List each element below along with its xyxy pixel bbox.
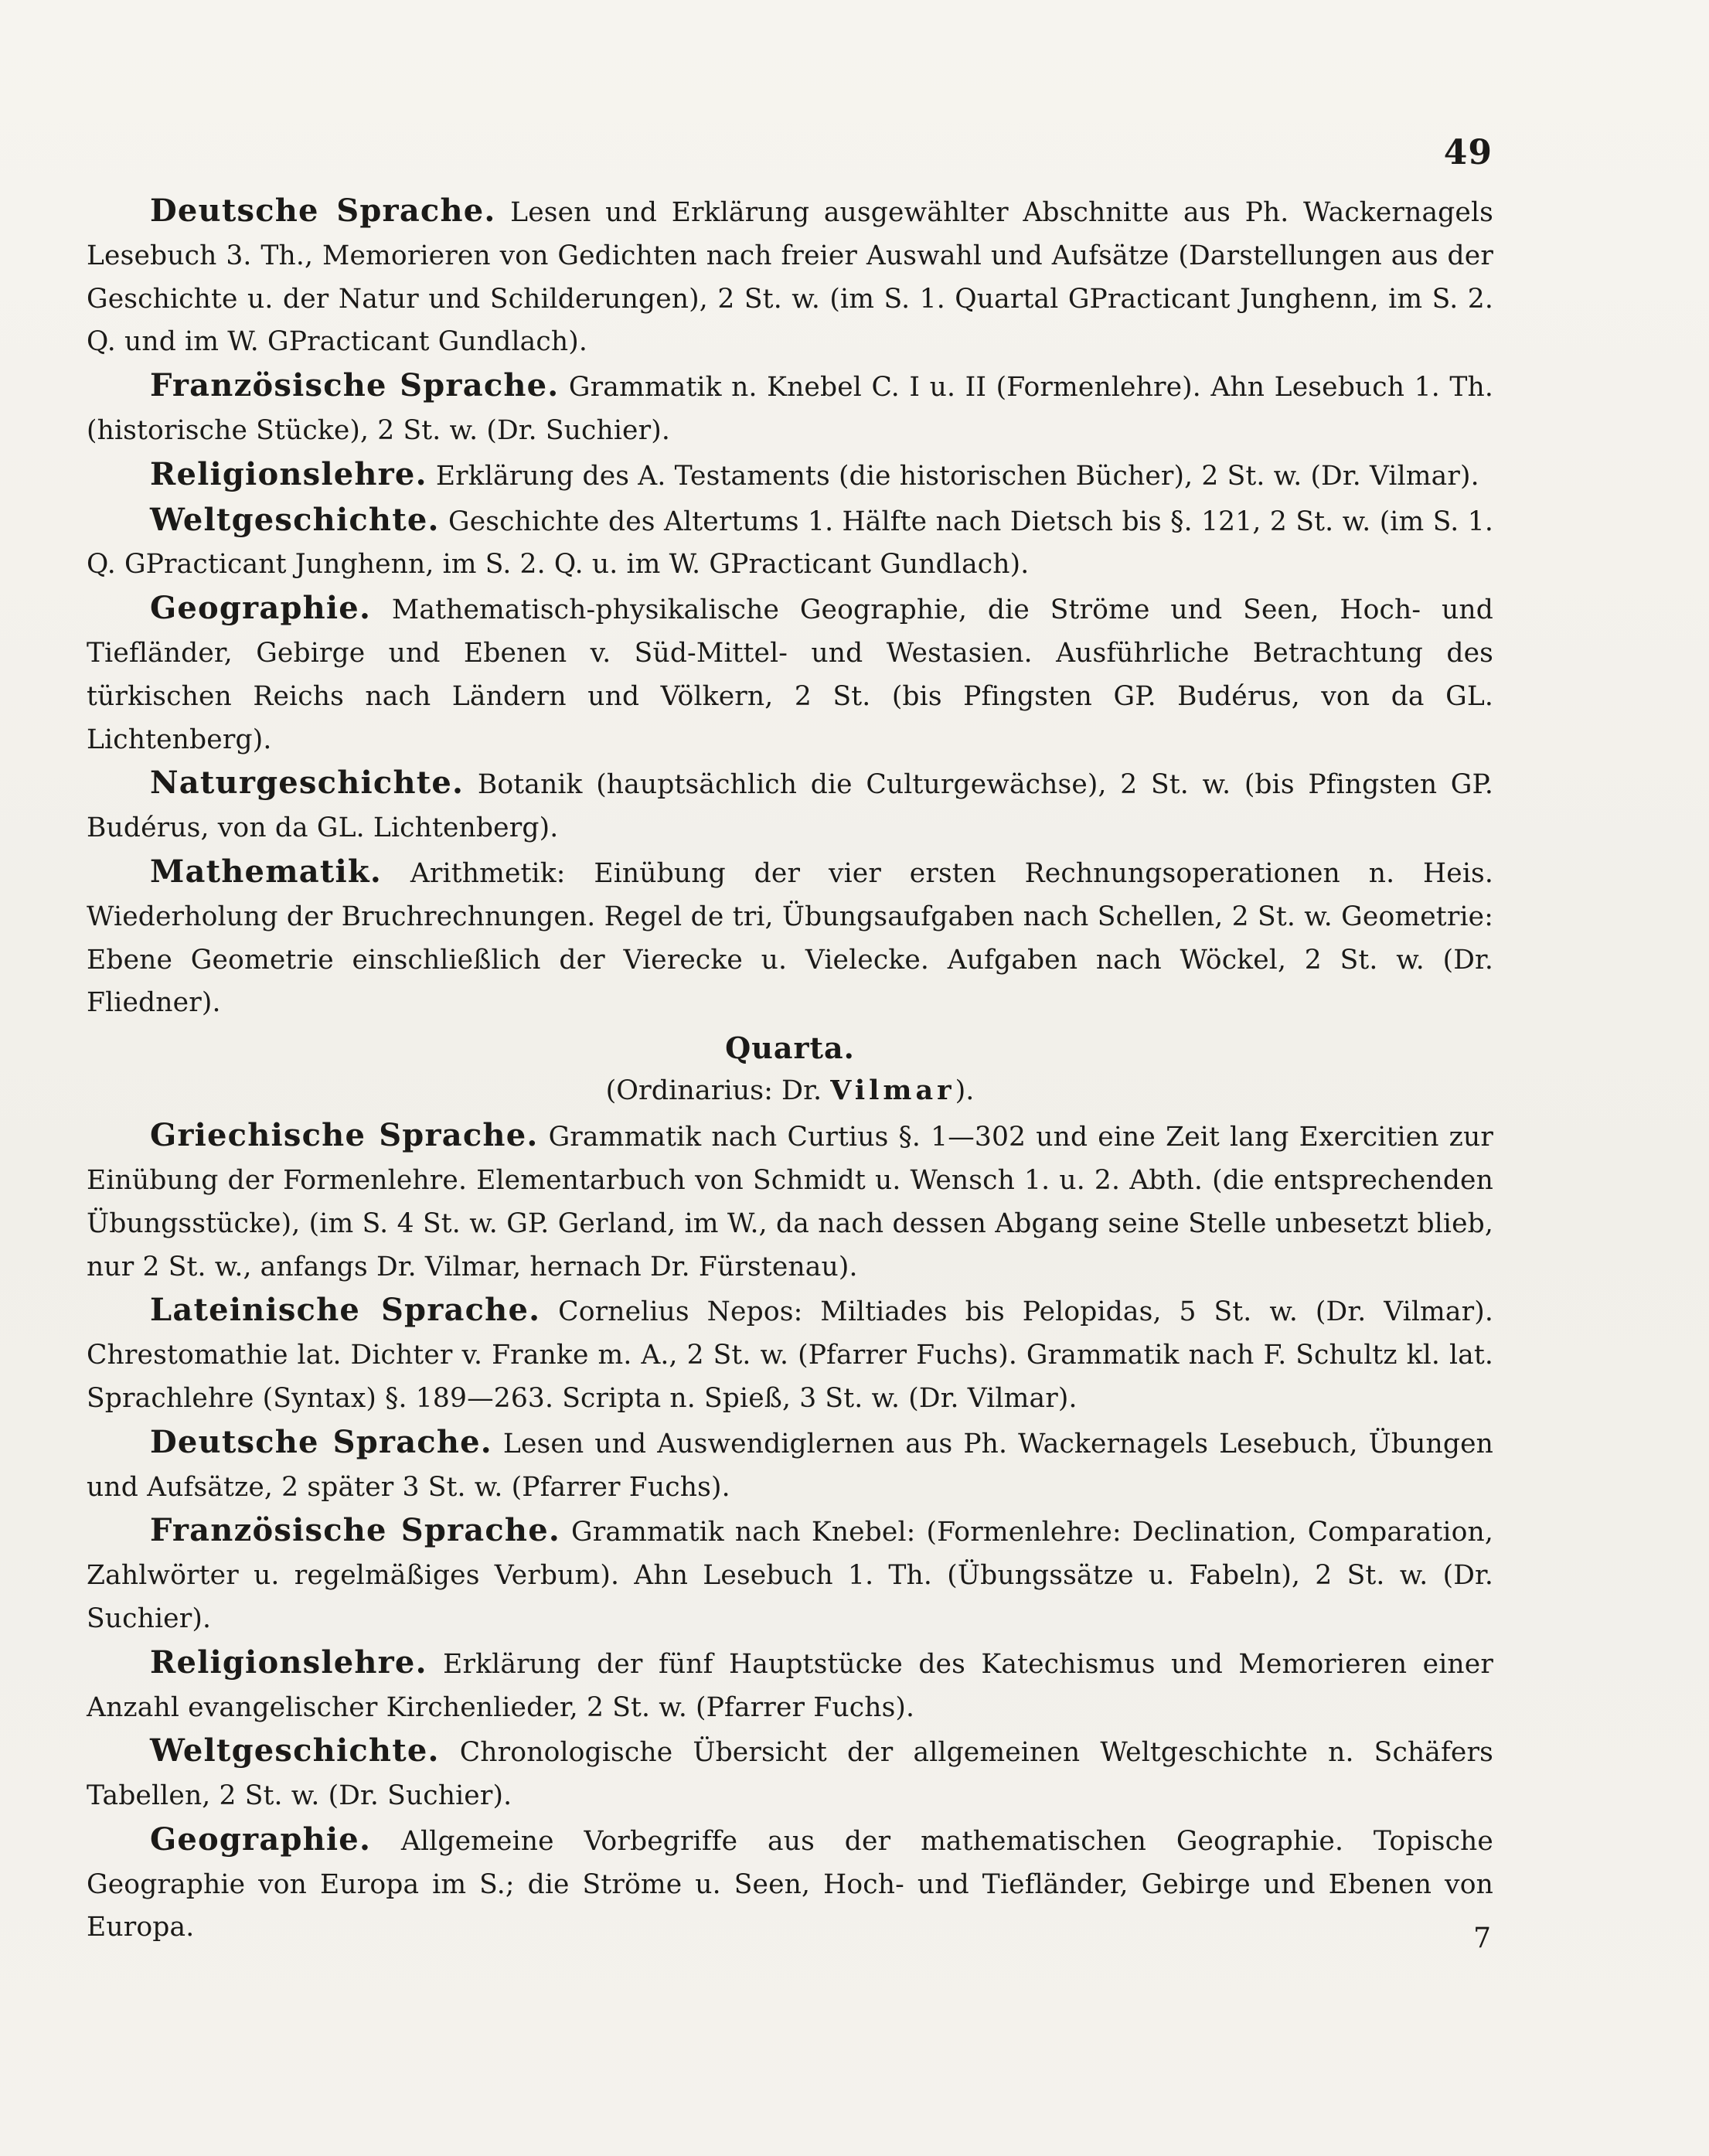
paragraph-religionslehre-bottom: [87, 1641, 1493, 1730]
section-title: Quarta.: [725, 1030, 855, 1066]
paragraph-franzoesische-sprache-top: [87, 364, 1493, 453]
section-subtitle-suffix: ).: [955, 1075, 975, 1107]
paragraph-text: Grammatik n. Knebel C. I u. II (Formenlehre). Ahn Lesebuch 1. Th. (historische Stücke), 2 St. w. (Dr. Suchier).: [87, 372, 1493, 446]
paragraph-weltgeschichte-bottom: [87, 1729, 1493, 1818]
paragraph-text: Grammatik nach Knebel: (Formenlehre: Declination, Comparation, Zahlwörter u. regelmäßiges Verbum). Ahn Lesebuch 1. Th. (Übungssätze u. Fabeln), 2 St. w. (Dr. Suchier).: [87, 1517, 1493, 1634]
paragraph-heading: Griechische Sprache.: [150, 1117, 539, 1154]
paragraph-text: Botanik (hauptsächlich die Culturgewächse), 2 St. w. (bis Pfingsten GP. Budérus, von da GL. Lichtenberg).: [87, 769, 1494, 844]
page-content: [87, 189, 1493, 1950]
paragraph-text: Erklärung des A. Testaments (die historischen Bücher), 2 St. w. (Dr. Vilmar).: [435, 460, 1479, 492]
paragraph-griechische-sprache: [87, 1114, 1493, 1289]
paragraph-heading: Lateinische Sprache.: [150, 1292, 541, 1329]
paragraph-heading: Religionslehre.: [150, 455, 427, 492]
paragraph-heading: Deutsche Sprache.: [150, 1423, 492, 1460]
paragraph-heading: Religionslehre.: [150, 1643, 427, 1681]
paragraph-heading: Deutsche Sprache.: [150, 192, 496, 229]
paragraph-text: Erklärung der fünf Hauptstücke des Katechismus und Memorieren einer Anzahl evangelischer Kirchenlieder, 2 St. w. (Pfarrer Fuchs).: [87, 1648, 1493, 1723]
paragraph-religionslehre-top: [87, 453, 1493, 499]
paragraph-heading: Französische Sprache.: [150, 1512, 560, 1549]
page-number: 49: [1443, 133, 1493, 172]
paragraph-geographie-bottom: [87, 1818, 1493, 1950]
paragraph-text: Allgemeine Vorbegriffe aus der mathematischen Geographie. Topische Geographie von Europa im S.; die Ströme u. Seen, Hoch- und Tiefländer, Gebirge und Ebenen von Europa.: [87, 1825, 1493, 1943]
paragraph-text: Cornelius Nepos: Miltiades bis Pelopidas, 5 St. w. (Dr. Vilmar). Chrestomathie lat. Dichter v. Franke m. A., 2 St. w. (Pfarrer Fuchs). Grammatik nach F. Schultz kl. lat. Sprachlehre (Syntax) §. 189—263. Scripta n. Spieß, 3 St. w. (Dr. Vilmar).: [87, 1296, 1494, 1414]
paragraph-heading: Weltgeschichte.: [150, 1732, 440, 1769]
section-subtitle: [87, 1069, 1493, 1112]
paragraph-heading: Naturgeschichte.: [150, 765, 465, 802]
paragraph-naturgeschichte-top: [87, 761, 1493, 850]
paragraph-heading: Geographie.: [150, 590, 372, 627]
paragraph-text: Grammatik nach Curtius §. 1—302 und eine Zeit lang Exercitien zur Einübung der Formenlehre. Elementarbuch von Schmidt u. Wensch 1. u. 2. Abth. (die entsprechenden Übungsstücke), (im S. 4 St. w. GP. Gerland, im W., da nach dessen Abgang seine Stelle unbesetzt blieb, nur 2 St. w., anfangs Dr. Vilmar, hernach Dr. Fürstenau).: [87, 1122, 1493, 1282]
paragraph-text: Lesen und Auswendiglernen aus Ph. Wackernagels Lesebuch, Übungen und Aufsätze, 2 später 3 St. w. (Pfarrer Fuchs).: [87, 1428, 1493, 1503]
section-subtitle-name: Vilmar: [830, 1075, 955, 1107]
paragraph-text: Lesen und Erklärung ausgewählter Abschnitte aus Ph. Wackernagels Lesebuch 3. Th., Memorieren von Gedichten nach freier Auswahl und Aufsätze (Darstellungen aus der Geschichte u. der Natur und Schilderungen), 2 St. w. (im S. 1. Quartal GPracticant Junghenn, im S. 2. Q. und im W. GPracticant Gundlach).: [87, 197, 1493, 358]
paragraph-text: Mathematisch-physikalische Geographie, die Ströme und Seen, Hoch- und Tiefländer, Gebirge und Ebenen v. Süd-Mittel- und Westasien. Ausführliche Betrachtung des türkischen Reichs nach Ländern und Völkern, 2 St. (bis Pfingsten GP. Budérus, von da GL. Lichtenberg).: [87, 594, 1493, 755]
paragraph-text: Arithmetik: Einübung der vier ersten Rechnungsoperationen n. Heis. Wiederholung der Bruchrechnungen. Regel de tri, Übungsaufgaben nach Schellen, 2 St. w. Geometrie: Ebene Geometrie einschließlich der Vierecke u. Vielecke. Aufgaben nach Wöckel, 2 St. w. (Dr. Fliedner).: [87, 857, 1493, 1019]
paragraph-mathematik-top: [87, 850, 1493, 1025]
paragraph-geographie-top: [87, 587, 1493, 761]
signature-mark: 7: [1473, 1923, 1491, 1954]
paragraph-deutsche-sprache-bottom: [87, 1421, 1493, 1510]
paragraph-heading: Geographie.: [150, 1821, 372, 1858]
paragraph-lateinische-sprache: [87, 1289, 1493, 1420]
paragraph-heading: Französische Sprache.: [150, 367, 560, 404]
paragraph-franzoesische-sprache-bottom: [87, 1509, 1493, 1640]
paragraph-text: Geschichte des Altertums 1. Hälfte nach Dietsch bis §. 121, 2 St. w. (im S. 1. Q. GPracticant Junghenn, im S. 2. Q. u. im W. GPracticant Gundlach).: [87, 506, 1493, 581]
paragraph-heading: Weltgeschichte.: [150, 501, 440, 538]
paragraph-weltgeschichte-top: [87, 499, 1493, 588]
section-subtitle-prefix: (Ordinarius: Dr.: [605, 1075, 822, 1107]
paragraph-text: Chronologische Übersicht der allgemeinen Weltgeschichte n. Schäfers Tabellen, 2 St. w. (Dr. Suchier).: [87, 1737, 1493, 1812]
paragraph-deutsche-sprache-top: [87, 189, 1493, 364]
paragraph-heading: Mathematik.: [150, 853, 382, 890]
